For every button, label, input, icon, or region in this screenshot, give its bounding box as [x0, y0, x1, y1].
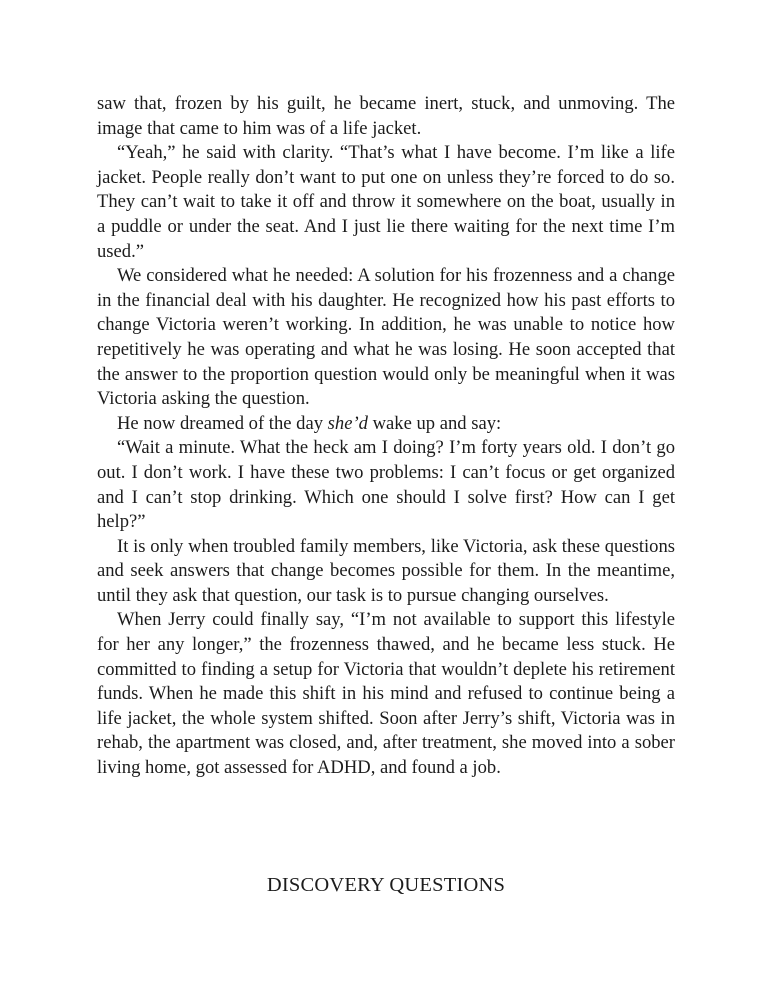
paragraph-5: [97, 436, 675, 534]
paragraph-7: [97, 608, 675, 780]
paragraph-4: [97, 412, 675, 437]
paragraph-2: [97, 141, 675, 264]
paragraph-4-text-end: wake up and say:: [367, 412, 502, 434]
paragraph-7-text: When Jerry could finally say, “I’m not available to support this lifestyle for her any longer,” the frozenness thawed, and he became less stuck. He committed to finding a setup for Victoria that wouldn’t deplete his retirement funds. When he made this shift in his mind and refused to continue being a life jacket, the whole system shifted. Soon after Jerry’s shift, Victoria was in rehab, the apartment was closed, and, after treatment, she moved into a sober living home, got assessed for ADHD, and found a job.: [97, 609, 675, 779]
paragraph-4-italic-word: she’d: [327, 412, 368, 434]
paragraph-1-text: saw that, frozen by his guilt, he became inert, stuck, and unmoving. The image that came to him was of a life jacket.: [97, 93, 675, 139]
paragraph-3: [97, 264, 675, 412]
section-heading: DISCOVERY QUESTIONS: [266, 874, 506, 896]
paragraph-6-text: It is only when troubled family members, like Victoria, ask these questions and seek answers that change becomes possible for them. In the meantime, until they ask that question, our task is to pursue changing ourselves.: [97, 535, 675, 606]
paragraph-2-text: “Yeah,” he said with clarity. “That’s what I have become. I’m like a life jacket. People really don’t want to put one on unless they’re forced to do so. They can’t wait to take it off and throw it somewhere on the boat, usually in a puddle or under the seat. And I just lie there waiting for the next time I’m used.”: [97, 142, 675, 262]
page-body: [97, 92, 675, 781]
paragraph-4-text-start: He now dreamed of the day: [117, 412, 328, 434]
paragraph-5-text: “Wait a minute. What the heck am I doing? I’m forty years old. I don’t go out. I don’t work. I have these two problems: I can’t focus or get organized and I can’t stop drinking. Which one should I solve first? How can I get help?”: [97, 437, 675, 533]
paragraph-1: [97, 92, 675, 141]
paragraph-6: [97, 535, 675, 609]
paragraph-3-text: We considered what he needed: A solution for his frozenness and a change in the financial deal with his daughter. He recognized how his past efforts to change Victoria weren’t working. In addition, he was unable to notice how repetitively he was operating and what he was losing. He soon accepted that the answer to the proportion question would only be meaningful when it was Victoria asking the question.: [97, 265, 675, 410]
